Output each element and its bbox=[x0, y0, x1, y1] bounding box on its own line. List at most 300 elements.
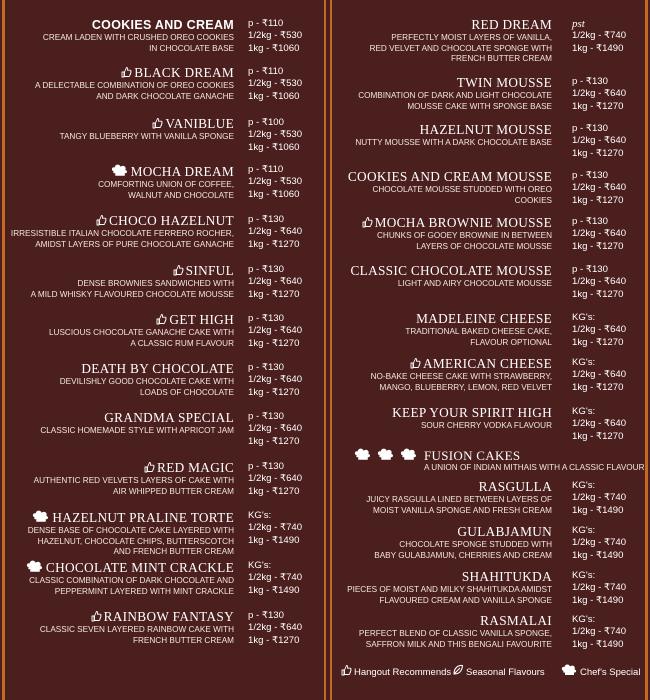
item-prices bbox=[248, 362, 302, 399]
menu-item bbox=[8, 313, 320, 361]
menu-item bbox=[336, 216, 642, 264]
price-half-kg: 1/2kg - ₹740 bbox=[572, 537, 627, 549]
price-one-kg: 1kg - ₹1270 bbox=[248, 238, 300, 250]
price-piece: p - ₹130 bbox=[572, 76, 608, 87]
description-line: AMIDST LAYERS OF PURE CHOCOLATE GANACHE bbox=[35, 239, 234, 249]
description-line: TANGY BLUEBERRY WITH VANILLA SPONGE bbox=[59, 132, 234, 141]
item-text bbox=[11, 214, 234, 250]
item-prices bbox=[248, 264, 302, 301]
item-description bbox=[35, 81, 234, 102]
item-name bbox=[40, 610, 234, 624]
item-description bbox=[392, 421, 552, 432]
price-half-kg: 1/2kg - ₹530 bbox=[248, 176, 303, 188]
menu-item bbox=[336, 525, 642, 573]
description-line: CHUNKS OF GOOEY BROWNIE IN BETWEEN bbox=[377, 231, 552, 240]
menu-item bbox=[8, 164, 320, 212]
item-name bbox=[60, 362, 234, 376]
seasonal-flavours-icon bbox=[452, 664, 464, 676]
item-text bbox=[40, 610, 234, 646]
description-line: CHOCOLATE SPONGE STUDDED WITH bbox=[399, 540, 552, 549]
price-piece: KG's: bbox=[572, 614, 596, 625]
item-text bbox=[370, 18, 552, 65]
item-prices bbox=[248, 510, 302, 547]
description-line: AUTHENTIC RED VELVETS LAYERS OF CAKE WITH bbox=[33, 476, 234, 485]
item-prices bbox=[572, 18, 626, 55]
item-description bbox=[361, 231, 552, 252]
fusion-title: FUSION CAKES bbox=[424, 448, 521, 463]
hangout-recommends-icon bbox=[120, 66, 132, 78]
item-prices bbox=[572, 264, 626, 301]
item-name bbox=[405, 312, 552, 326]
price-one-kg: 1kg - ₹1490 bbox=[572, 594, 624, 606]
price-piece: p - ₹130 bbox=[248, 362, 284, 373]
item-prices bbox=[572, 480, 626, 517]
item-name-text: GRANDMA SPECIAL bbox=[104, 410, 234, 425]
price-half-kg: 1/2kg - ₹640 bbox=[572, 324, 627, 336]
price-one-kg: 1kg - ₹1270 bbox=[248, 386, 300, 398]
menu-item bbox=[8, 411, 320, 459]
description-line: PIECES OF MOIST AND MILKY SHAHITUKDA AMIDST bbox=[347, 585, 552, 594]
menu-item bbox=[336, 614, 642, 662]
hangout-recommends-icon bbox=[151, 117, 163, 129]
description-line: MANGO, BLUEBERRY, LEMON, RED VELVET bbox=[379, 382, 552, 392]
item-name bbox=[371, 357, 552, 371]
item-text bbox=[355, 123, 552, 149]
item-name bbox=[31, 264, 234, 278]
item-prices bbox=[572, 570, 626, 607]
description-line: CLASSIC COMBINATION OF DARK CHOCOLATE AND bbox=[29, 576, 234, 585]
item-description bbox=[359, 629, 552, 650]
description-line: PERFECT BLEND OF CLASSIC VANILLA SPONGE, bbox=[358, 629, 552, 638]
price-half-kg: 1/2kg - ₹640 bbox=[572, 418, 627, 430]
item-description bbox=[336, 185, 552, 206]
description-line: COMBINATION OF DARK AND LIGHT CHOCOLATE bbox=[358, 91, 552, 100]
legend-label: Seasonal Flavours bbox=[466, 667, 545, 678]
item-description bbox=[60, 377, 234, 398]
item-name bbox=[98, 164, 234, 179]
price-half-kg: 1/2kg - ₹740 bbox=[572, 626, 627, 638]
legend-entry bbox=[340, 664, 451, 678]
item-name bbox=[28, 510, 234, 525]
description-line: CLASSIC HOMEMADE STYLE WITH APRICOT JAM bbox=[40, 426, 234, 435]
item-description bbox=[405, 327, 552, 348]
price-one-kg: 1kg - ₹1270 bbox=[248, 485, 300, 497]
menu-item bbox=[336, 406, 642, 454]
price-piece: KG's: bbox=[572, 525, 596, 536]
description-line: NUTTY MOUSSE WITH A DARK CHOCOLATE BASE bbox=[355, 138, 552, 147]
item-description bbox=[34, 476, 234, 497]
item-name-text: AMERICAN CHEESE bbox=[423, 356, 552, 371]
item-name-text: KEEP YOUR SPIRIT HIGH bbox=[392, 405, 552, 420]
item-name bbox=[43, 18, 234, 32]
price-half-kg: 1/2kg - ₹740 bbox=[248, 522, 303, 534]
menu-item bbox=[336, 76, 642, 124]
item-description bbox=[374, 540, 552, 561]
price-one-kg: 1kg - ₹1490 bbox=[572, 638, 624, 650]
price-one-kg: 1kg - ₹1270 bbox=[572, 240, 624, 252]
description-line: JUICY RASGULLA LINED BETWEEN LAYERS OF bbox=[366, 495, 552, 504]
price-half-kg: 1/2kg - ₹640 bbox=[572, 276, 627, 288]
price-one-kg: 1kg - ₹1490 bbox=[572, 504, 624, 516]
chefs-special-icon bbox=[31, 510, 50, 523]
price-one-kg: 1kg - ₹1270 bbox=[572, 194, 624, 206]
chefs-special-icon bbox=[560, 664, 578, 676]
item-name-text: MOCHA BROWNIE MOUSSE bbox=[374, 215, 552, 230]
hangout-recommends-icon bbox=[340, 664, 352, 676]
item-prices bbox=[572, 76, 626, 113]
item-prices bbox=[248, 411, 302, 448]
item-name-text: RASGULLA bbox=[478, 479, 552, 494]
price-piece: p - ₹130 bbox=[248, 214, 284, 225]
item-text bbox=[49, 313, 234, 349]
item-text bbox=[35, 66, 234, 102]
item-text bbox=[347, 570, 552, 606]
item-name bbox=[392, 406, 552, 420]
price-half-kg: 1/2kg - ₹740 bbox=[572, 492, 627, 504]
description-line: FLAVOURED CREAM AND VANILLA SPONGE bbox=[379, 595, 552, 605]
price-one-kg: 1kg - ₹1270 bbox=[572, 430, 624, 442]
item-text bbox=[31, 264, 234, 300]
item-description bbox=[366, 495, 552, 516]
item-prices bbox=[248, 66, 302, 103]
price-piece: KG's: bbox=[572, 570, 596, 581]
item-name bbox=[34, 461, 234, 475]
price-piece: p - ₹110 bbox=[248, 164, 284, 175]
legend-label: Hangout Recommends bbox=[354, 667, 452, 678]
item-description bbox=[49, 328, 234, 349]
price-one-kg: 1kg - ₹1270 bbox=[572, 381, 624, 393]
item-description bbox=[358, 91, 552, 112]
description-line: DENSE BROWNIES SANDWICHED WITH bbox=[77, 279, 234, 288]
description-line: A MILD WHISKY FLAVOURED CHOCOLATE MOUSSE bbox=[30, 289, 234, 299]
item-name-text: GET HIGH bbox=[169, 312, 234, 327]
price-piece: KG's: bbox=[572, 406, 596, 417]
description-line: AIR WHIPPED BUTTER CREAM bbox=[112, 486, 234, 496]
item-text bbox=[336, 170, 552, 206]
item-text bbox=[34, 461, 234, 497]
menu-item bbox=[8, 214, 320, 262]
item-name bbox=[350, 264, 552, 278]
price-half-kg: 1/2kg - ₹640 bbox=[248, 622, 303, 634]
price-one-kg: 1kg - ₹1270 bbox=[248, 337, 300, 349]
item-text bbox=[392, 406, 552, 432]
item-description bbox=[98, 180, 234, 201]
item-text bbox=[374, 525, 552, 561]
price-one-kg: 1kg - ₹1270 bbox=[572, 100, 624, 112]
item-description bbox=[371, 372, 552, 393]
hangout-recommends-icon bbox=[90, 610, 102, 622]
item-name-text: CHOCO HAZELNUT bbox=[109, 213, 234, 228]
item-text bbox=[25, 560, 234, 597]
description-line: NO-BAKE CHEESE CAKE WITH STRAWBERRY, bbox=[370, 372, 552, 381]
item-name bbox=[366, 480, 552, 494]
price-one-kg: 1kg - ₹1490 bbox=[248, 534, 300, 546]
menu-item bbox=[8, 610, 320, 658]
price-half-kg: 1/2kg - ₹640 bbox=[248, 423, 303, 435]
item-prices bbox=[572, 170, 626, 207]
menu-item bbox=[8, 117, 320, 165]
item-prices bbox=[248, 461, 302, 498]
menu-item bbox=[336, 18, 642, 66]
item-text bbox=[60, 362, 234, 398]
price-one-kg: 1kg - ₹1270 bbox=[248, 634, 300, 646]
price-piece: p - ₹130 bbox=[572, 264, 608, 275]
item-prices bbox=[572, 525, 626, 562]
price-half-kg: 1/2kg - ₹530 bbox=[248, 129, 303, 141]
price-piece: pst bbox=[572, 18, 585, 30]
item-description bbox=[25, 576, 234, 597]
price-half-kg: 1/2kg - ₹740 bbox=[248, 572, 303, 584]
menu-item bbox=[336, 123, 642, 171]
item-description bbox=[40, 625, 234, 646]
item-prices bbox=[248, 117, 302, 154]
description-line: PEPPERMINT LAYERED WITH MINT CRACKLE bbox=[54, 586, 234, 596]
menu-item bbox=[8, 264, 320, 312]
chefs-special-icon bbox=[110, 164, 129, 177]
item-text bbox=[350, 264, 552, 290]
description-line: IRRESISTIBLE ITALIAN CHOCOLATE FERRERO ROCHER, bbox=[10, 229, 234, 238]
description-line: A DELECTABLE COMBINATION OF OREO COOKIES bbox=[35, 81, 234, 90]
item-text bbox=[358, 76, 552, 112]
item-text bbox=[405, 312, 552, 348]
price-one-kg: 1kg - ₹1490 bbox=[572, 42, 624, 54]
price-piece: p - ₹130 bbox=[248, 610, 284, 621]
item-text bbox=[43, 18, 234, 54]
description-line: PERFECTLY MOIST LAYERS OF VANILLA, bbox=[391, 33, 552, 42]
column-divider bbox=[324, 0, 332, 700]
description-line: LIGHT AND AIRY CHOCOLATE MOUSSE bbox=[397, 279, 552, 288]
item-name bbox=[370, 18, 552, 32]
item-prices bbox=[572, 123, 626, 160]
item-name bbox=[374, 525, 552, 539]
price-one-kg: 1kg - ₹1270 bbox=[572, 147, 624, 159]
description-line: LUSCIOUS CHOCOLATE GANACHE CAKE WITH bbox=[48, 328, 234, 337]
item-description bbox=[11, 229, 234, 250]
item-name-text: BLACK DREAM bbox=[134, 65, 234, 80]
price-one-kg: 1kg - ₹1270 bbox=[248, 288, 300, 300]
item-text bbox=[60, 117, 234, 143]
price-half-kg: 1/2kg - ₹640 bbox=[248, 325, 303, 337]
description-line: LOADS OF CHOCOLATE bbox=[139, 387, 234, 397]
item-prices bbox=[248, 18, 302, 55]
price-one-kg: 1kg - ₹1270 bbox=[572, 288, 624, 300]
item-text bbox=[98, 164, 234, 201]
price-piece: KG's: bbox=[572, 312, 596, 323]
item-prices bbox=[248, 610, 302, 647]
item-prices bbox=[572, 312, 626, 349]
price-piece: p - ₹130 bbox=[248, 313, 284, 324]
price-one-kg: 1kg - ₹1060 bbox=[248, 188, 300, 200]
item-name-text: CHOCOLATE MINT CRACKLE bbox=[45, 560, 234, 575]
menu-item bbox=[336, 264, 642, 312]
description-line: MOIST VANILLA SPONGE AND FRESH CREAM bbox=[373, 505, 552, 515]
item-text bbox=[359, 614, 552, 650]
item-prices bbox=[572, 614, 626, 651]
price-piece: p - ₹110 bbox=[248, 18, 284, 29]
hangout-recommends-icon bbox=[361, 216, 373, 228]
price-one-kg: 1kg - ₹1490 bbox=[572, 549, 624, 561]
description-line: DEVILISHLY GOOD CHOCOLATE CAKE WITH bbox=[59, 377, 234, 386]
legend-entry bbox=[560, 664, 640, 678]
price-half-kg: 1/2kg - ₹640 bbox=[248, 276, 303, 288]
description-line: COMFORTING UNION OF COFFEE, bbox=[98, 180, 234, 189]
item-description bbox=[40, 426, 234, 437]
item-name-text: RED MAGIC bbox=[157, 460, 234, 475]
price-half-kg: 1/2kg - ₹640 bbox=[572, 135, 627, 147]
price-half-kg: 1/2kg - ₹740 bbox=[572, 582, 627, 594]
description-line: AND DARK CHOCOLATE GANACHE bbox=[96, 91, 234, 101]
item-name bbox=[359, 614, 552, 628]
price-half-kg: 1/2kg - ₹740 bbox=[572, 30, 627, 42]
item-text bbox=[366, 480, 552, 516]
fusion-subtitle: A UNION OF INDIAN MITHAIS WITH A CLASSIC FLAVOUR bbox=[424, 463, 645, 472]
price-half-kg: 1/2kg - ₹640 bbox=[572, 182, 627, 194]
item-prices bbox=[248, 164, 302, 201]
menu-item bbox=[8, 66, 320, 114]
description-line: FRENCH BUTTER CREAM bbox=[451, 54, 552, 63]
price-half-kg: 1/2kg - ₹640 bbox=[248, 473, 303, 485]
menu-item bbox=[8, 18, 320, 66]
item-prices bbox=[572, 216, 626, 253]
item-name bbox=[25, 560, 234, 575]
price-piece: p - ₹130 bbox=[572, 170, 608, 181]
item-text bbox=[28, 510, 234, 558]
item-name-text: GULABJAMUN bbox=[457, 524, 552, 539]
description-line: HAZELNUT, CHOCOLATE CHIPS, BUTTERSCOTCH bbox=[37, 536, 234, 546]
price-piece: p - ₹130 bbox=[248, 461, 284, 472]
description-line: IN CHOCOLATE BASE bbox=[149, 43, 234, 53]
menu-item bbox=[8, 510, 320, 558]
menu-item bbox=[336, 480, 642, 528]
description-line: A CLASSIC RUM FLAVOUR bbox=[130, 338, 234, 348]
item-name bbox=[40, 411, 234, 425]
menu-item bbox=[8, 461, 320, 509]
item-name-text: MOCHA DREAM bbox=[130, 164, 234, 179]
price-half-kg: 1/2kg - ₹640 bbox=[572, 369, 627, 381]
chefs-special-icon bbox=[25, 560, 44, 573]
price-one-kg: 1kg - ₹1270 bbox=[248, 435, 300, 447]
price-one-kg: 1kg - ₹1490 bbox=[248, 584, 300, 596]
legend-label: Chef's Special bbox=[580, 667, 641, 678]
menu-item bbox=[336, 357, 642, 405]
item-name bbox=[49, 313, 234, 327]
item-description bbox=[28, 526, 234, 558]
price-half-kg: 1/2kg - ₹640 bbox=[248, 374, 303, 386]
item-text bbox=[40, 411, 234, 437]
item-prices bbox=[572, 357, 626, 394]
price-one-kg: 1kg - ₹1060 bbox=[248, 141, 300, 153]
price-one-kg: 1kg - ₹1060 bbox=[248, 90, 300, 102]
item-name bbox=[35, 66, 234, 80]
price-half-kg: 1/2kg - ₹640 bbox=[572, 88, 627, 100]
price-one-kg: 1kg - ₹1270 bbox=[572, 336, 624, 348]
legend-entry bbox=[452, 664, 545, 678]
description-line: RED VELVET AND CHOCOLATE SPONGE WITH bbox=[369, 43, 552, 53]
item-description bbox=[60, 132, 234, 143]
item-name-text: RED DREAM bbox=[471, 17, 552, 32]
item-name-text: HAZELNUT PRALINE TORTE bbox=[52, 510, 234, 525]
hangout-recommends-icon bbox=[95, 214, 107, 226]
item-name-text: SHAHITUKDA bbox=[461, 569, 552, 584]
item-name bbox=[11, 214, 234, 228]
item-prices bbox=[248, 214, 302, 251]
item-name bbox=[336, 170, 552, 184]
price-piece: KG's: bbox=[248, 510, 272, 521]
description-line: SOUR CHERRY VODKA FLAVOUR bbox=[420, 421, 552, 430]
description-line: CREAM LADEN WITH CRUSHED OREO COOKIES bbox=[42, 33, 234, 42]
description-line: DENSE BASE OF CHOCOLATE CAKE LAYERED WITH bbox=[27, 526, 234, 535]
item-description bbox=[370, 33, 552, 65]
price-piece: KG's: bbox=[248, 560, 272, 571]
description-line: TRADITIONAL BAKED CHEESE CAKE, bbox=[405, 327, 552, 336]
legend bbox=[340, 664, 645, 680]
item-name-text: COOKIES AND CREAM MOUSSE bbox=[347, 169, 552, 184]
description-line: WALNUT AND CHOCOLATE bbox=[128, 190, 234, 200]
price-half-kg: 1/2kg - ₹530 bbox=[248, 78, 303, 90]
description-line: CLASSIC SEVEN LAYERED RAINBOW CAKE WITH bbox=[39, 625, 234, 634]
item-name bbox=[361, 216, 552, 230]
description-line: FLAVOUR OPTIONAL bbox=[470, 337, 552, 347]
item-name-text: CLASSIC CHOCOLATE MOUSSE bbox=[350, 263, 552, 278]
price-half-kg: 1/2kg - ₹640 bbox=[248, 226, 303, 238]
item-name bbox=[347, 570, 552, 584]
item-prices bbox=[572, 406, 626, 443]
item-description bbox=[350, 279, 552, 290]
description-line: MOUSSE CAKE WITH SPONGE BASE bbox=[407, 101, 552, 111]
item-text bbox=[371, 357, 552, 393]
price-half-kg: 1/2kg - ₹640 bbox=[572, 228, 627, 240]
description-line: SAFFRON MILK AND THIS BENGALI FAVOURITE bbox=[365, 639, 552, 649]
menu-item bbox=[336, 570, 642, 618]
item-prices bbox=[248, 560, 302, 597]
item-text bbox=[361, 216, 552, 252]
description-line: LAYERS OF CHOCOLATE MOUSSE bbox=[416, 241, 552, 251]
item-description bbox=[347, 585, 552, 606]
price-piece: p - ₹130 bbox=[572, 216, 608, 227]
price-one-kg: 1kg - ₹1060 bbox=[248, 42, 300, 54]
menu-item bbox=[8, 560, 320, 608]
item-name-text: TWIN MOUSSE bbox=[456, 75, 552, 90]
item-prices bbox=[248, 313, 302, 350]
description-line: FRENCH BUTTER CREAM bbox=[133, 635, 234, 645]
description-line: CHOCOLATE MOUSSE STUDDED WITH OREO COOKIES bbox=[372, 185, 552, 205]
hangout-recommends-icon bbox=[155, 313, 167, 325]
item-name-text: COOKIES AND CREAM bbox=[91, 18, 234, 32]
item-name-text: DEATH BY CHOCOLATE bbox=[81, 361, 234, 376]
hangout-recommends-icon bbox=[172, 264, 184, 276]
item-name bbox=[355, 123, 552, 137]
price-piece: p - ₹100 bbox=[248, 117, 284, 128]
item-name-text: VANIBLUE bbox=[165, 116, 234, 131]
item-name-text: MADELEINE CHEESE bbox=[416, 311, 552, 326]
price-piece: KG's: bbox=[572, 357, 596, 368]
menu-item bbox=[336, 170, 642, 218]
price-piece: p - ₹130 bbox=[248, 411, 284, 422]
hangout-recommends-icon bbox=[143, 461, 155, 473]
price-piece: KG's: bbox=[572, 480, 596, 491]
description-line: AND FRENCH BUTTER CREAM bbox=[113, 547, 234, 556]
item-description bbox=[355, 138, 552, 149]
price-piece: p - ₹130 bbox=[572, 123, 608, 134]
price-piece: p - ₹130 bbox=[248, 264, 284, 275]
item-description bbox=[31, 279, 234, 300]
price-piece: p - ₹110 bbox=[248, 66, 284, 77]
item-name-text: RAINBOW FANTASY bbox=[103, 609, 234, 624]
item-name-text: HAZELNUT MOUSSE bbox=[419, 122, 552, 137]
item-name-text: RASMALAI bbox=[480, 613, 552, 628]
menu-item bbox=[336, 312, 642, 360]
item-name bbox=[358, 76, 552, 90]
